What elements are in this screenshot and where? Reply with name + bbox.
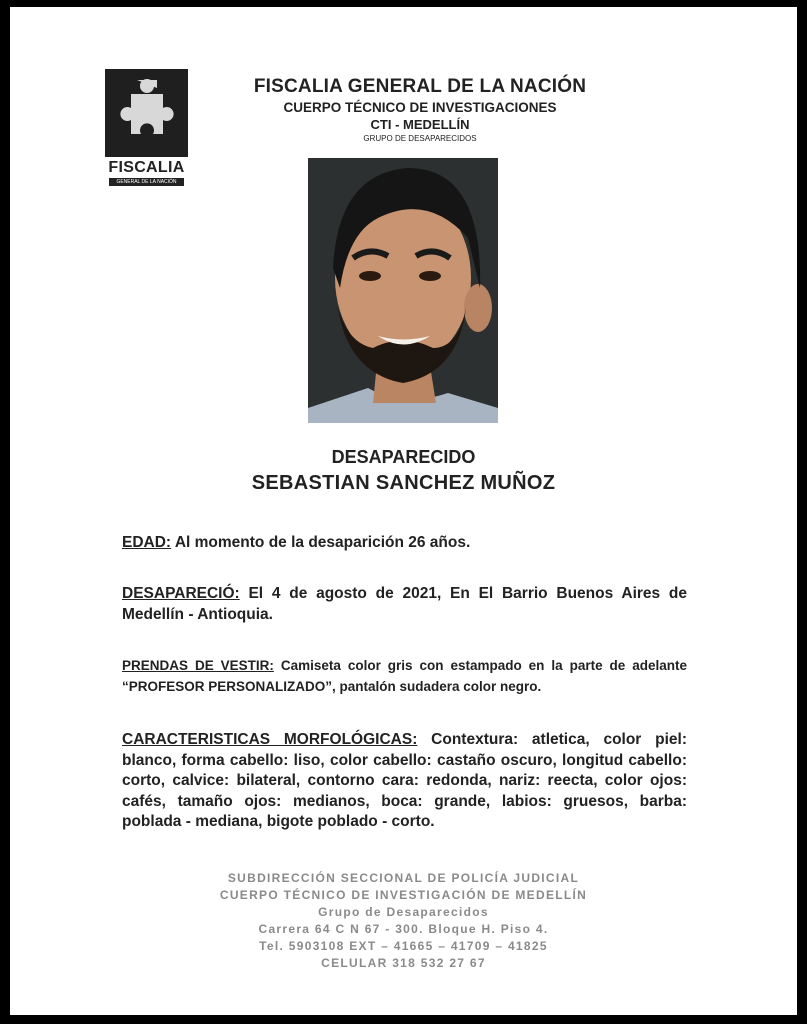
disappearance-section [122, 583, 687, 625]
morphology-section [122, 730, 687, 833]
office-title: CTI - MEDELLÍN [370, 117, 470, 132]
person-photo [308, 158, 498, 423]
clothing-label: PRENDAS DE VESTIR: [122, 658, 274, 673]
group-title: GRUPO DE DESAPARECIDOS [363, 134, 477, 143]
disappearance-label: DESAPARECIÓ: [122, 585, 240, 602]
footer-line-4: Carrera 64 C N 67 - 300. Bloque H. Piso 4. [258, 922, 549, 936]
clothing-text: Camiseta color gris con estampado en la parte de adelante “PROFESOR PERSONALIZADO”, pantalón sudadera color negro. [122, 658, 687, 694]
missing-person-poster [10, 7, 797, 1015]
disappearance-text: El 4 de agosto de 2021, En El Barrio Buenos Aires de Medellín - Antioquia. [122, 585, 688, 623]
clothing-section [122, 655, 687, 697]
status-title: DESAPARECIDO [331, 447, 476, 467]
age-label: EDAD: [122, 534, 172, 551]
footer-line-3: Grupo de Desaparecidos [318, 905, 489, 919]
contact-footer [10, 870, 797, 972]
footer-line-5: Tel. 5903108 EXT – 41665 – 41709 – 41825 [259, 939, 548, 953]
footer-line-2: CUERPO TÉCNICO DE INVESTIGACIÓN DE MEDELLÍN [219, 888, 588, 902]
person-name: SEBASTIAN SANCHEZ MUÑOZ [251, 472, 556, 494]
footer-line-6: CELULAR 318 532 27 67 [321, 956, 486, 970]
institution-title: FISCALIA GENERAL DE LA NACIÓN [253, 76, 587, 97]
logo-subtext: GENERAL DE LA NACIÓN [109, 178, 184, 186]
morphology-label: CARACTERISTICAS MORFOLÓGICAS: [122, 731, 418, 748]
age-section [122, 533, 687, 553]
footer-line-1: SUBDIRECCIÓN SECCIONAL DE POLICÍA JUDICIAL [227, 871, 580, 885]
puzzle-piece-icon [105, 69, 188, 157]
header [200, 75, 640, 145]
department-title: CUERPO TÉCNICO DE INVESTIGACIONES [283, 100, 557, 115]
age-text: Al momento de la desaparición 26 años. [174, 534, 471, 551]
logo-text: FISCALIA [108, 159, 185, 176]
morphology-text: Contextura: atletica, color piel: blanco, forma cabello: liso, color cabello: castaño oscuro, longitud cabello: corto, calvice: bilateral, contorno cara: redonda, nariz: reecta, color ojos: cafés, tamaño ojos: medianos, boca: grande, labios: gruesos, barba: poblada - mediana, bigote poblado - corto. [122, 731, 687, 830]
fiscalia-logo [105, 69, 188, 189]
